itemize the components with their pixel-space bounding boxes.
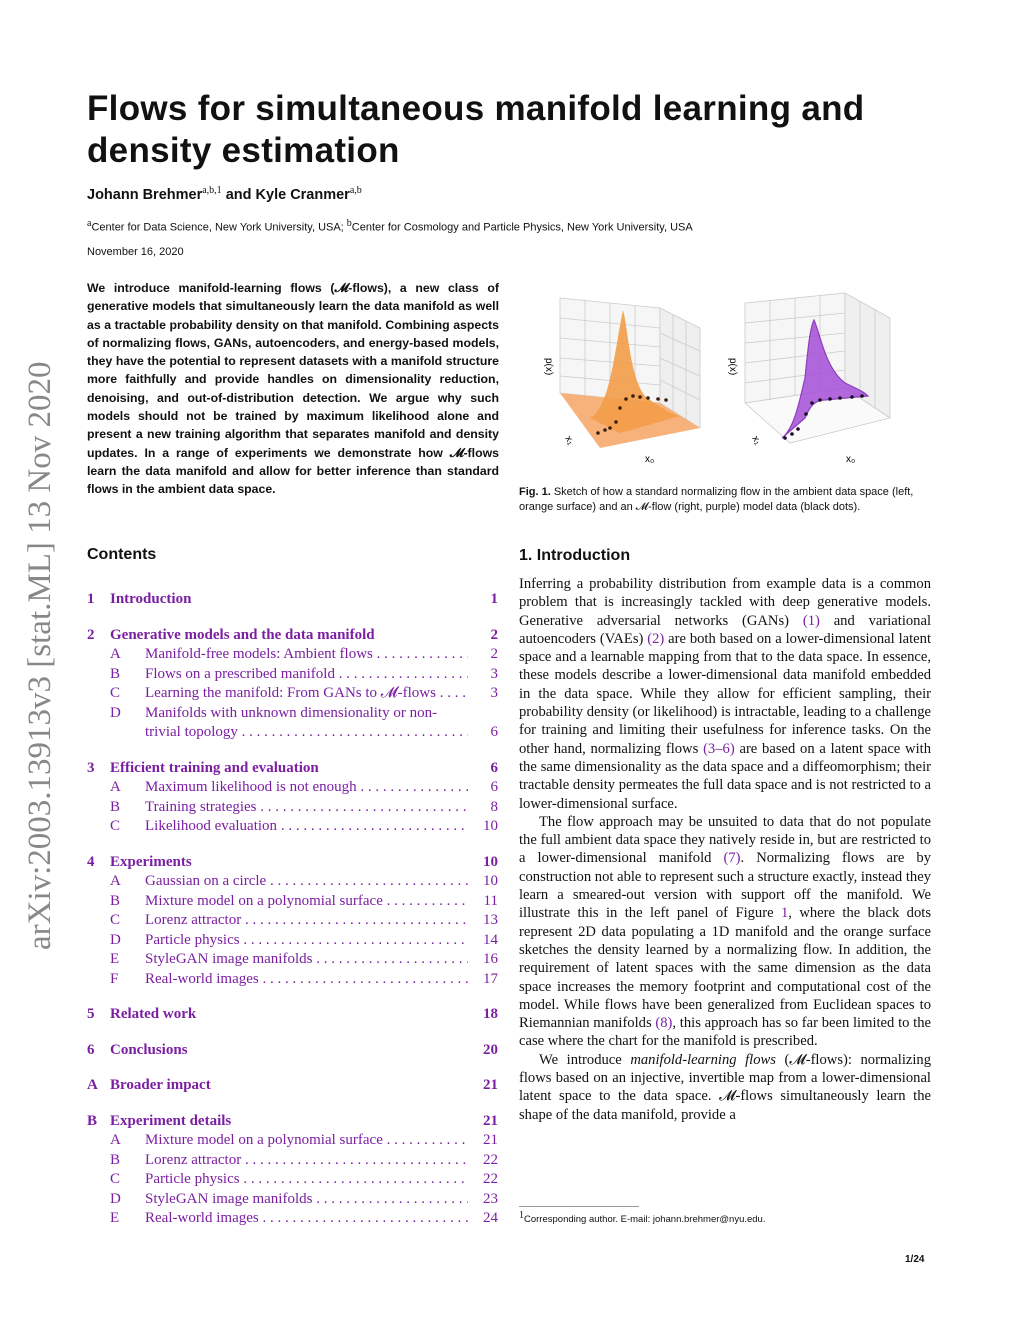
figure-1: [520, 288, 932, 468]
affil-mark: a: [87, 218, 92, 229]
toc-subsection-title: Gaussian on a circle . . .: [145, 872, 468, 892]
toc-subsection-letter: C: [110, 685, 121, 701]
citation-link[interactable]: (1): [802, 612, 820, 629]
table-of-contents: [87, 590, 498, 1229]
toc-subsection-title: Learning the manifold: From GANs to 𝓜-flows . . .: [145, 684, 468, 704]
toc-subsection-title: Real-world images . . .: [145, 970, 468, 990]
toc-page-number: 3: [490, 685, 498, 701]
left-ylabel: p(x): [543, 358, 554, 376]
intro-text: (𝓜-flows): normalizing flows based on an injective, invertible map from a lower-dimensional latent space to the data space. 𝓜-flows simultaneously learn the shape of the data manifold, provide a: [519, 1051, 931, 1123]
toc-page-number: 2: [490, 646, 498, 662]
right-x1-label: x₁: [749, 434, 764, 447]
intro-text: are based on a latent space with the same dimensionality as the data space and a diffeomorphism; their tractable density permeates the full data space and is not restricted to a lower-dimensional surface.: [519, 740, 932, 812]
toc-subsection-letter: E: [110, 951, 120, 967]
intro-text: , where the black dots represent 2D data populating a 1D manifold and the orange surface sketches the density learned by a normalizing flow. In addition, the requirement of latent spaces with the same dimension as the data space increases the memory footprint and computational cost of the model. While flows have been generalized from Euclidean spaces to Riemannian manifolds: [519, 905, 932, 1032]
toc-subsection-title: Lorenz attractor . . .: [145, 1151, 468, 1171]
toc-subsection-entry[interactable]: [87, 911, 498, 931]
abstract: We introduce manifold-learning flows (𝓜-flows), a new class of generative models that simultaneously learn the data manifold as well as a tractable probability density on that manifold. Combining aspects of normalizing flows, GANs, autoencoders, and energy-based models, they have the potential to represent datasets with a manifold structure more faithfully and provide handles on dimensionality reduction, denoising, and out-of-distribution detection. We argue why such models should not be trained by maximum likelihood alone and present a new training algorithm that separates manifold and density updates. In a range of experiments we demonstrate how 𝓜-flows learn the data manifold and allow for better inference than standard flows in the ambient data space.: [87, 281, 499, 497]
toc-subsection-entry[interactable]: [87, 970, 498, 990]
toc-section-number: 3: [87, 759, 95, 776]
toc-page-number: 13: [483, 912, 498, 928]
caption-text: Sketch of how a standard normalizing flow in the ambient data space (left, orange surface) and an 𝓜-flow (right, purple) model data (black dots).: [519, 486, 914, 513]
toc-section-entry[interactable]: [87, 626, 498, 646]
section-heading-introduction: 1. Introduction: [519, 547, 631, 564]
toc-page-number: 2: [490, 626, 498, 643]
toc-section-number: A: [87, 1077, 98, 1093]
author-name: Kyle Cranmer: [255, 186, 350, 203]
toc-subsection-entry[interactable]: [87, 665, 498, 685]
toc-subsection-entry[interactable]: [87, 1151, 498, 1171]
toc-section-entry[interactable]: [87, 1041, 498, 1061]
caption-label: Fig. 1.: [519, 486, 551, 498]
toc-section-entry[interactable]: [87, 759, 498, 779]
toc-page-number: 14: [483, 931, 498, 948]
toc-subsection-letter: A: [110, 1132, 121, 1148]
affiliations: [87, 218, 693, 234]
toc-subsection-letter: A: [110, 646, 121, 662]
toc-subsection-title: Mixture model on a polynomial surface . . .: [145, 892, 468, 912]
toc-spacer: [468, 704, 498, 724]
citation-link[interactable]: (3–6): [703, 740, 735, 757]
toc-section-title: Generative models and the data manifold: [110, 626, 375, 643]
intro-text: are both based on a lower-dimensional latent space and a learnable mapping from that to the data space. In essence, these models describe a lower-dimensional data manifold embedded in the data space. While they allow for efficient sampling, their probability density (or likelihood) is intractable, leading to a challenge for training and limiting their usefulness for inference tasks. On the other hand, normalizing flows: [519, 630, 931, 757]
toc-page-number: 10: [483, 853, 498, 870]
citation-link[interactable]: (7): [723, 850, 741, 867]
toc-subsection-letter: B: [110, 798, 121, 815]
toc-subsection-letter: B: [110, 892, 121, 909]
toc-page-number: 16: [483, 951, 498, 967]
toc-subsection-title: Flows on a prescribed manifold . . .: [145, 665, 468, 685]
intro-text: The flow approach may be unsuited to data that do not populate the full ambient data space they natively reside in, but are restricted to a lower-dimensional manifold: [519, 813, 931, 867]
toc-section-number: B: [87, 1112, 98, 1129]
toc-subsection-letter: A: [110, 873, 121, 889]
toc-subsection-entry[interactable]: [87, 1190, 498, 1210]
toc-subsection-entry[interactable]: [87, 704, 498, 724]
affiliation: Center for Cosmology and Particle Physics, New York University, USA: [351, 221, 693, 234]
toc-subsection-letter: C: [110, 1171, 121, 1187]
toc-subsection-title: Particle physics . . .: [145, 931, 468, 951]
author-and: and: [221, 186, 256, 203]
toc-subsection-entry[interactable]: [87, 798, 498, 818]
intro-paragraph: [519, 575, 931, 813]
footnote: [519, 1210, 765, 1225]
toc-page-number: 6: [490, 724, 498, 740]
toc-subsection-letter: D: [110, 931, 121, 948]
toc-page-number: 21: [483, 1112, 498, 1129]
toc-subsection-letter: A: [110, 779, 121, 795]
author-affil-mark: a,b,1: [202, 185, 222, 196]
toc-subsection-letter: F: [110, 970, 119, 987]
toc-page-number: 22: [483, 1171, 498, 1187]
toc-page-number: 6: [490, 759, 498, 776]
right-x0-label: x₀: [846, 454, 856, 465]
footnote-mark: 1: [519, 1210, 524, 1221]
author-name: Johann Brehmer: [87, 186, 203, 203]
intro-paragraph: [519, 1051, 931, 1124]
citation-link[interactable]: (8): [655, 1015, 673, 1032]
toc-section-entry[interactable]: [87, 1005, 498, 1025]
intro-text: . Normalizing flows are by construction not able to represent such a structure exactly, instead they learn a smeared-out version with support off the manifold. We illustrate this in the left panel of Figure: [519, 850, 931, 922]
toc-page-number: 6: [490, 779, 498, 795]
toc-section-entry[interactable]: [87, 853, 498, 873]
toc-section-title: Efficient training and evaluation: [110, 759, 319, 776]
affiliation: Center for Data Science, New York University, USA;: [91, 221, 347, 234]
toc-section-title: Introduction: [110, 591, 192, 607]
toc-section-entry[interactable]: [87, 590, 498, 610]
toc-section-title: Experiments: [110, 853, 192, 870]
toc-subsection-letter: B: [110, 1151, 121, 1168]
toc-section-number: 1: [87, 591, 95, 607]
toc-section-number: 2: [87, 626, 95, 643]
toc-subsection-entry[interactable]: [87, 872, 498, 892]
toc-subsection-title-cont: trivial topology . . .: [87, 723, 468, 743]
toc-section-title: Conclusions: [110, 1041, 188, 1058]
toc-subsection-title: Mixture model on a polynomial surface . . .: [145, 1131, 468, 1151]
toc-page-number: 22: [483, 1151, 498, 1168]
toc-page-number: 21: [483, 1132, 498, 1148]
toc-subsection-title: Likelihood evaluation . . .: [145, 817, 468, 837]
toc-section-number: 6: [87, 1041, 95, 1058]
toc-subsection-entry[interactable]: [87, 1131, 498, 1151]
toc-section-entry[interactable]: [87, 1112, 498, 1132]
toc-subsection-title: StyleGAN image manifolds . . .: [145, 950, 468, 970]
toc-page-number: 18: [483, 1006, 498, 1022]
right-ylabel: p(x): [727, 358, 738, 376]
toc-subsection-entry[interactable]: [87, 1170, 498, 1190]
toc-subsection-entry[interactable]: [87, 817, 498, 837]
toc-section-title: Experiment details: [110, 1112, 232, 1129]
toc-page-number: 3: [490, 665, 498, 682]
left-x1-label: x₁: [562, 434, 577, 447]
toc-subsection-title: Manifold-free models: Ambient flows . . .: [145, 645, 468, 665]
toc-subsection-title: Training strategies . . .: [145, 798, 468, 818]
arxiv-stamp: arXiv:2003.13913v3 [stat.ML] 13 Nov 2020: [22, 361, 58, 950]
right-panel: [727, 293, 890, 465]
toc-page-number: 24: [483, 1210, 498, 1226]
toc-subsection-entry[interactable]: [87, 950, 498, 970]
toc-section-title: Related work: [110, 1006, 197, 1022]
left-panel: [543, 298, 700, 465]
contents-heading: Contents: [87, 546, 157, 563]
toc-page-number: 17: [483, 970, 498, 987]
toc-page-number: 20: [483, 1041, 498, 1058]
toc-subsection-title: Real-world images . . .: [145, 1209, 468, 1229]
toc-subsection-title: Manifolds with unknown dimensionality or non-: [145, 704, 438, 721]
toc-subsection-entry[interactable]: [87, 645, 498, 665]
toc-section-number: 5: [87, 1006, 95, 1022]
toc-subsection-title: StyleGAN image manifolds . . .: [145, 1190, 468, 1210]
toc-subsection-entry[interactable]: [87, 931, 498, 951]
toc-section-title: Broader impact: [110, 1077, 211, 1093]
toc-subsection-letter: D: [110, 1190, 121, 1207]
page-number: 1/24: [905, 1254, 925, 1265]
toc-page-number: 10: [483, 818, 498, 834]
toc-page-number: 11: [483, 892, 498, 909]
authors: [87, 185, 362, 203]
figure-caption: [519, 485, 939, 515]
toc-subsection-title: Particle physics . . .: [145, 1170, 468, 1190]
paper-title: Flows for simultaneous manifold learning and density estimation: [87, 89, 865, 170]
footnote-text: Corresponding author. E-mail: johann.brehmer@nyu.edu.: [524, 1214, 766, 1226]
toc-subsection-entry[interactable]: [87, 1209, 498, 1229]
toc-subsection-entry[interactable]: [87, 684, 498, 704]
toc-section-entry[interactable]: [87, 1076, 498, 1096]
intro-text: We introduce: [539, 1051, 631, 1068]
introduction-body: [519, 575, 931, 1124]
footnote-rule: [519, 1206, 639, 1207]
toc-subsection-letter: C: [110, 818, 121, 834]
intro-text: Inferring a probability distribution from example data is a common problem that is increasingly tackled with deep generative models. Generative adversarial networks (GANs): [519, 576, 931, 629]
citation-link[interactable]: (2): [647, 630, 665, 647]
author-affil-mark: a,b: [349, 185, 362, 196]
toc-subsection-entry[interactable]: [87, 892, 498, 912]
toc-subsection-letter: E: [110, 1210, 120, 1226]
toc-subsection-continuation[interactable]: [87, 723, 498, 743]
toc-section-number: 4: [87, 853, 95, 870]
toc-subsection-letter: B: [110, 665, 121, 682]
intro-paragraph: [519, 813, 931, 1051]
toc-subsection-entry[interactable]: [87, 778, 498, 798]
intro-text: , this approach has so far been limited to the case where the chart for the manifold is prescribed.: [519, 1015, 931, 1050]
affil-mark: b: [346, 218, 352, 229]
toc-subsection-title: Lorenz attractor . . .: [145, 911, 468, 931]
date: November 16, 2020: [87, 246, 184, 258]
left-x0-label: x₀: [645, 454, 655, 465]
toc-page-number: 23: [483, 1190, 498, 1207]
toc-page-number: 10: [483, 873, 498, 889]
toc-page-number: 1: [490, 591, 498, 607]
toc-page-number: 21: [483, 1077, 498, 1093]
citation-link[interactable]: 1: [780, 905, 789, 922]
toc-page-number: 8: [490, 798, 498, 815]
toc-subsection-letter: D: [110, 704, 121, 721]
toc-subsection-title: Maximum likelihood is not enough . . .: [145, 778, 468, 798]
intro-text: and variational autoencoders (VAEs): [519, 612, 931, 647]
toc-subsection-letter: C: [110, 912, 121, 928]
intro-text: manifold-learning flows: [630, 1051, 776, 1068]
